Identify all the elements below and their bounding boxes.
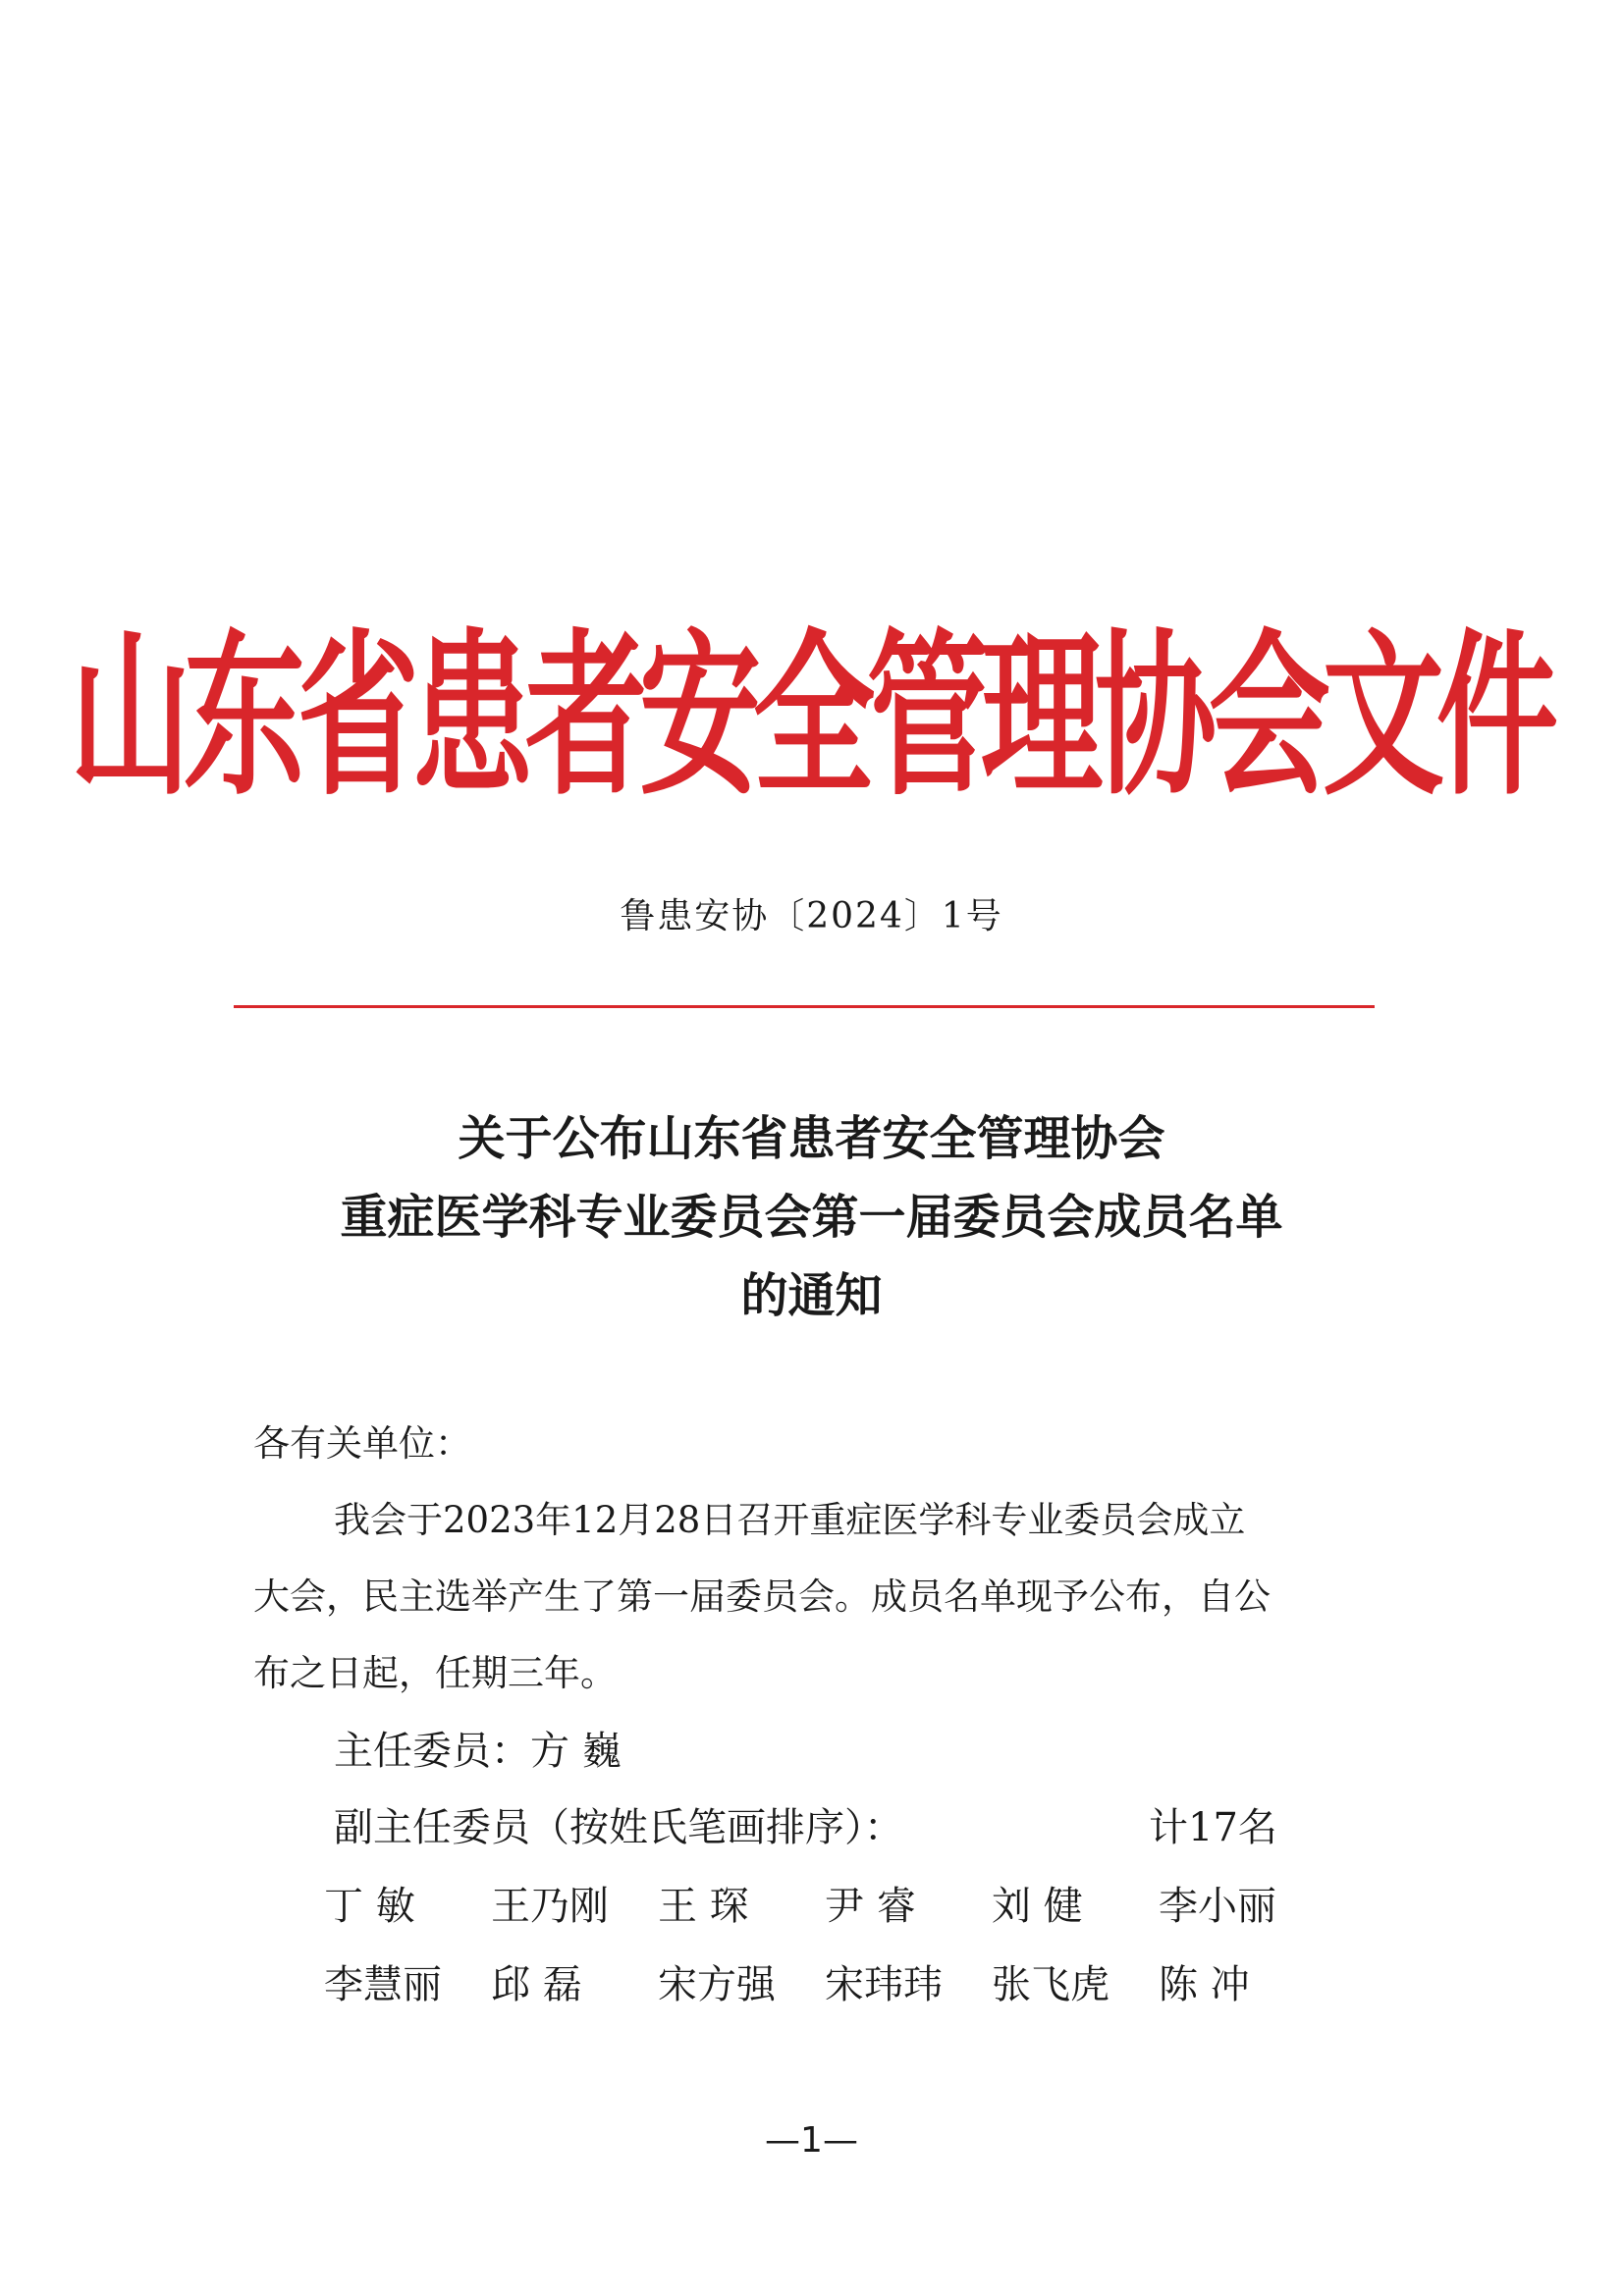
vice-chair-name: 李小丽 [1159,1884,1276,1929]
vice-chair-name: 王 琛 [658,1884,749,1929]
vice-chair-name: 宋玮玮 [825,1962,943,2007]
paragraph-line-1: 我会于2023年12月28日召开重症医学科专业委员会成立 [334,1499,1246,1541]
vice-chair-name: 丁 敏 [324,1884,415,1929]
page-number: —1— [765,2120,858,2161]
notice-title-line-2: 重症医学科专业委员会第一届委员会成员名单 [340,1190,1283,1245]
vice-chair-name: 陈 冲 [1159,1962,1250,2007]
vice-chair-name: 张飞虎 [992,1962,1109,2007]
vice-chair-names-row-1 [324,1875,1306,1934]
vice-chair-name: 王乃刚 [491,1884,609,1929]
vice-chair-name: 尹 睿 [825,1884,916,1929]
notice-title [0,1099,1623,1335]
salutation: 各有关单位： [253,1422,471,1465]
vice-chair-count: 计17名 [1149,1805,1277,1850]
red-divider-line [234,1005,1375,1008]
vice-chair-name: 李慧丽 [324,1962,442,2007]
vice-chair-name: 宋方强 [658,1962,776,2007]
masthead-title: 山东省患者安全管理协会文件 [70,614,1551,821]
notice-title-line-1: 关于公布山东省患者安全管理协会 [458,1111,1165,1166]
paragraph-line-2: 大会，民主选举产生了第一届委员会。成员名单现予公布，自公 [253,1575,1271,1618]
document-number: 鲁患安协〔2024〕1号 [620,896,1003,936]
vice-chair-names-row-2 [324,1953,1306,2012]
notice-title-line-3: 的通知 [740,1268,883,1323]
vice-chair-name: 邱 磊 [491,1962,582,2007]
chair-line: 主任委员：方 巍 [334,1729,622,1774]
vice-chair-label: 副主任委员（按姓氏笔画排序）： [334,1805,903,1850]
paragraph-line-3: 布之日起，任期三年。 [253,1652,617,1694]
vice-chair-name: 刘 健 [992,1884,1083,1929]
